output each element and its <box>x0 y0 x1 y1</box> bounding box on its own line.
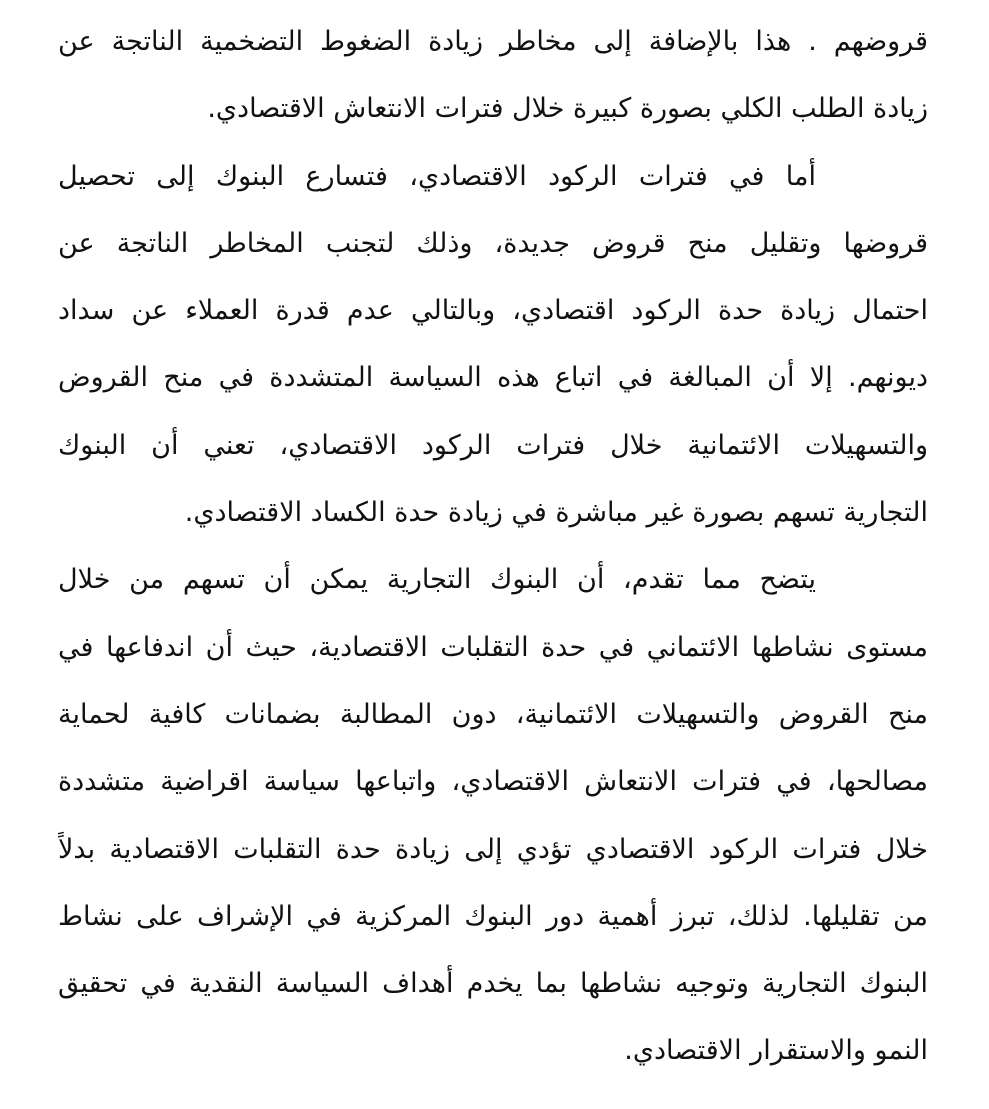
text-line: ديونهم. إلا أن المبالغة في اتباع هذه السياسة المتشددة في منح القروض <box>58 362 928 394</box>
paragraph-start-line: أما في فترات الركود الاقتصادي، فتسارع البنوك إلى تحصيل <box>58 160 816 192</box>
text-line: احتمال زيادة حدة الركود اقتصادي، وبالتالي عدم قدرة العملاء عن سداد <box>58 295 928 327</box>
text-line: قروضهم . هذا بالإضافة إلى مخاطر زيادة الضغوط التضخمية الناتجة عن <box>58 26 928 57</box>
text-line: التجارية تسهم بصورة غير مباشرة في زيادة حدة الكساد الاقتصادي. <box>184 497 928 529</box>
text-line: زيادة الطلب الكلي بصورة كبيرة خلال فترات الانتعاش الاقتصادي. <box>207 93 928 125</box>
text-line: النمو والاستقرار الاقتصادي. <box>624 1035 928 1067</box>
text-line: والتسهيلات الائتمانية خلال فترات الركود الاقتصادي، تعني أن البنوك <box>58 429 928 461</box>
text-line: مستوى نشاطها الائتماني في حدة التقلبات الاقتصادية، حيث أن اندفاعها في <box>58 631 928 663</box>
text-line: من تقليلها. لذلك، تبرز أهمية دور البنوك المركزية في الإشراف على نشاط <box>58 900 928 932</box>
paragraph-start-line: يتضح مما تقدم، أن البنوك التجارية يمكن أن تسهم من خلال <box>58 564 816 596</box>
text-line: البنوك التجارية وتوجيه نشاطها بما يخدم أهداف السياسة النقدية في تحقيق <box>58 968 928 1000</box>
text-line: مصالحها، في فترات الانتعاش الاقتصادي، واتباعها سياسة اقراضية متشددة <box>58 766 928 798</box>
text-line: قروضها وتقليل منح قروض جديدة، وذلك لتجنب المخاطر الناتجة عن <box>58 227 928 259</box>
body-text <box>58 8 928 1085</box>
text-line: منح القروض والتسهيلات الائتمانية، دون المطالبة بضمانات كافية لحماية <box>58 698 928 730</box>
text-line: خلال فترات الركود الاقتصادي تؤدي إلى زيادة حدة التقلبات الاقتصادية بدلاً <box>58 833 928 865</box>
